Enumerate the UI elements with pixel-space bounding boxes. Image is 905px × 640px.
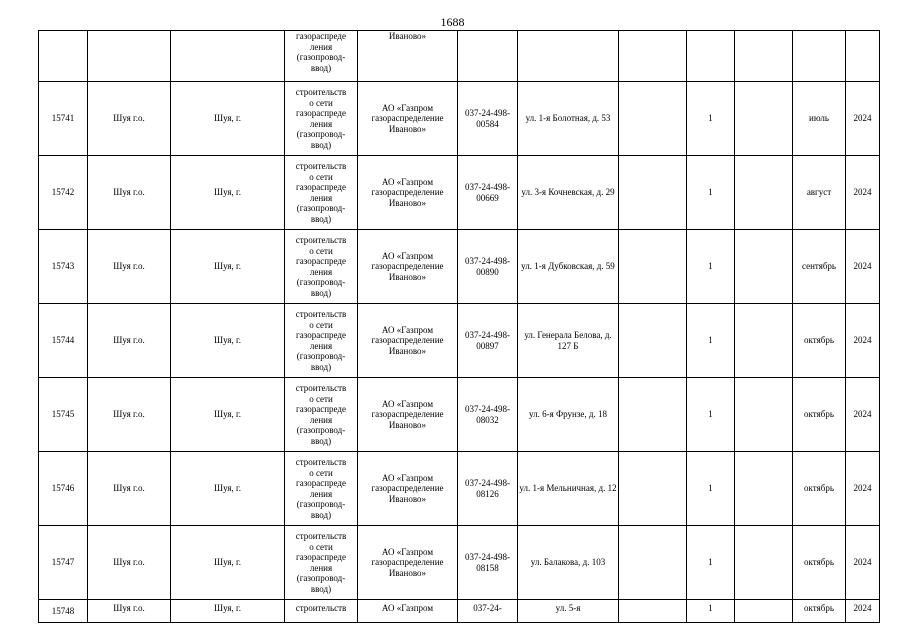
cell-id: 15748 [39, 600, 88, 623]
cell-month: сентябрь [793, 230, 846, 304]
cell-district: Шуя г.о. [88, 82, 171, 156]
cell-empty-1 [619, 526, 687, 600]
cell-work: строительств о сети газораспреде ления (газопровод- ввод) [285, 304, 358, 378]
cell-code: 037-24-498-00897 [458, 304, 518, 378]
cell-qty: 1 [687, 378, 735, 452]
cell-org: АО «Газпром газораспределение Иваново» [358, 304, 458, 378]
cell-district: Шуя г.о. [88, 156, 171, 230]
cell-org: АО «Газпром [358, 600, 458, 623]
cell-qty: 1 [687, 82, 735, 156]
cell-empty-2 [735, 600, 793, 623]
cell-code: 037-24-498-08032 [458, 378, 518, 452]
cell-empty-1 [619, 452, 687, 526]
cell-org: Иваново» [358, 31, 458, 82]
cell-work: строительств [285, 600, 358, 623]
cell-address: ул. 3-я Кочневская, д. 29 [518, 156, 619, 230]
cell-work: строительств о сети газораспреде ления (газопровод- ввод) [285, 526, 358, 600]
cell-district: Шуя г.о. [88, 304, 171, 378]
cell-address: ул. Генерала Белова, д. 127 Б [518, 304, 619, 378]
cell-locality: Шуя, г. [171, 378, 285, 452]
cell-locality: Шуя, г. [171, 230, 285, 304]
cell-month: август [793, 156, 846, 230]
cell-id: 15744 [39, 304, 88, 378]
cell-org: АО «Газпром газораспределение Иваново» [358, 452, 458, 526]
cell-district: Шуя г.о. [88, 452, 171, 526]
cell-empty-1 [619, 230, 687, 304]
cell-org: АО «Газпром газораспределение Иваново» [358, 230, 458, 304]
cell-address [518, 31, 619, 82]
cell-year: 2024 [846, 230, 880, 304]
cell-qty: 1 [687, 304, 735, 378]
cell-id: 15743 [39, 230, 88, 304]
cell-month: октябрь [793, 526, 846, 600]
cell-year [846, 31, 880, 82]
cell-empty-1 [619, 82, 687, 156]
table-row [39, 230, 880, 304]
cell-locality [171, 31, 285, 82]
cell-id: 15742 [39, 156, 88, 230]
cell-code: 037-24-498-08158 [458, 526, 518, 600]
cell-empty-2 [735, 31, 793, 82]
cell-month: октябрь [793, 600, 846, 623]
table-row [39, 600, 880, 623]
table-row-continued [39, 31, 880, 82]
cell-address: ул. 5-я [518, 600, 619, 623]
cell-district: Шуя г.о. [88, 526, 171, 600]
cell-code: 037-24-498-00890 [458, 230, 518, 304]
cell-locality: Шуя, г. [171, 82, 285, 156]
cell-address: ул. 6-я Фрунзе, д. 18 [518, 378, 619, 452]
registry-table-body [39, 31, 880, 623]
cell-work: строительств о сети газораспреде ления (газопровод- ввод) [285, 230, 358, 304]
cell-qty: 1 [687, 600, 735, 623]
cell-year: 2024 [846, 452, 880, 526]
cell-id: 15747 [39, 526, 88, 600]
cell-locality: Шуя, г. [171, 452, 285, 526]
cell-empty-1 [619, 600, 687, 623]
cell-org: АО «Газпром газораспределение Иваново» [358, 378, 458, 452]
cell-district: Шуя г.о. [88, 600, 171, 623]
cell-empty-1 [619, 156, 687, 230]
cell-work: строительств о сети газораспреде ления (газопровод- ввод) [285, 452, 358, 526]
cell-year: 2024 [846, 82, 880, 156]
cell-locality: Шуя, г. [171, 304, 285, 378]
cell-empty-2 [735, 230, 793, 304]
cell-qty: 1 [687, 230, 735, 304]
cell-empty-2 [735, 526, 793, 600]
cell-qty [687, 31, 735, 82]
cell-year: 2024 [846, 600, 880, 623]
cell-work: строительств о сети газораспреде ления (газопровод- ввод) [285, 82, 358, 156]
cell-month: июль [793, 82, 846, 156]
cell-locality: Шуя, г. [171, 526, 285, 600]
cell-empty-1 [619, 378, 687, 452]
cell-year: 2024 [846, 304, 880, 378]
cell-code: 037-24-498-00584 [458, 82, 518, 156]
cell-address: ул. 1-я Мельничная, д. 12 [518, 452, 619, 526]
cell-code: 037-24-498-00669 [458, 156, 518, 230]
cell-address: ул. 1-я Болотная, д. 53 [518, 82, 619, 156]
cell-district: Шуя г.о. [88, 230, 171, 304]
table-row [39, 82, 880, 156]
table-row [39, 304, 880, 378]
cell-id: 15746 [39, 452, 88, 526]
cell-year: 2024 [846, 526, 880, 600]
cell-work: строительств о сети газораспреде ления (газопровод- ввод) [285, 156, 358, 230]
cell-code [458, 31, 518, 82]
cell-year: 2024 [846, 156, 880, 230]
cell-code: 037-24- [458, 600, 518, 623]
cell-year: 2024 [846, 378, 880, 452]
cell-qty: 1 [687, 156, 735, 230]
cell-month: октябрь [793, 304, 846, 378]
cell-org: АО «Газпром газораспределение Иваново» [358, 82, 458, 156]
table-row [39, 452, 880, 526]
page-number: 1688 [440, 15, 465, 29]
cell-district: Шуя г.о. [88, 378, 171, 452]
table-row [39, 156, 880, 230]
cell-address: ул. 1-я Дубковская, д. 59 [518, 230, 619, 304]
cell-qty: 1 [687, 526, 735, 600]
cell-district [88, 31, 171, 82]
cell-empty-2 [735, 156, 793, 230]
cell-month: октябрь [793, 452, 846, 526]
cell-work: газораспреде ления (газопровод- ввод) [285, 31, 358, 82]
cell-address: ул. Балакова, д. 103 [518, 526, 619, 600]
cell-locality: Шуя, г. [171, 156, 285, 230]
cell-id [39, 31, 88, 82]
cell-id: 15745 [39, 378, 88, 452]
cell-empty-1 [619, 304, 687, 378]
cell-month: октябрь [793, 378, 846, 452]
cell-id: 15741 [39, 82, 88, 156]
cell-qty: 1 [687, 452, 735, 526]
table-row [39, 378, 880, 452]
cell-org: АО «Газпром газораспределение Иваново» [358, 526, 458, 600]
cell-empty-1 [619, 31, 687, 82]
registry-table [38, 30, 880, 623]
cell-month [793, 31, 846, 82]
cell-empty-2 [735, 452, 793, 526]
table-row [39, 526, 880, 600]
cell-code: 037-24-498-08126 [458, 452, 518, 526]
cell-locality: Шуя, г. [171, 600, 285, 623]
cell-empty-2 [735, 378, 793, 452]
cell-org: АО «Газпром газораспределение Иваново» [358, 156, 458, 230]
cell-work: строительств о сети газораспреде ления (газопровод- ввод) [285, 378, 358, 452]
cell-empty-2 [735, 82, 793, 156]
cell-empty-2 [735, 304, 793, 378]
